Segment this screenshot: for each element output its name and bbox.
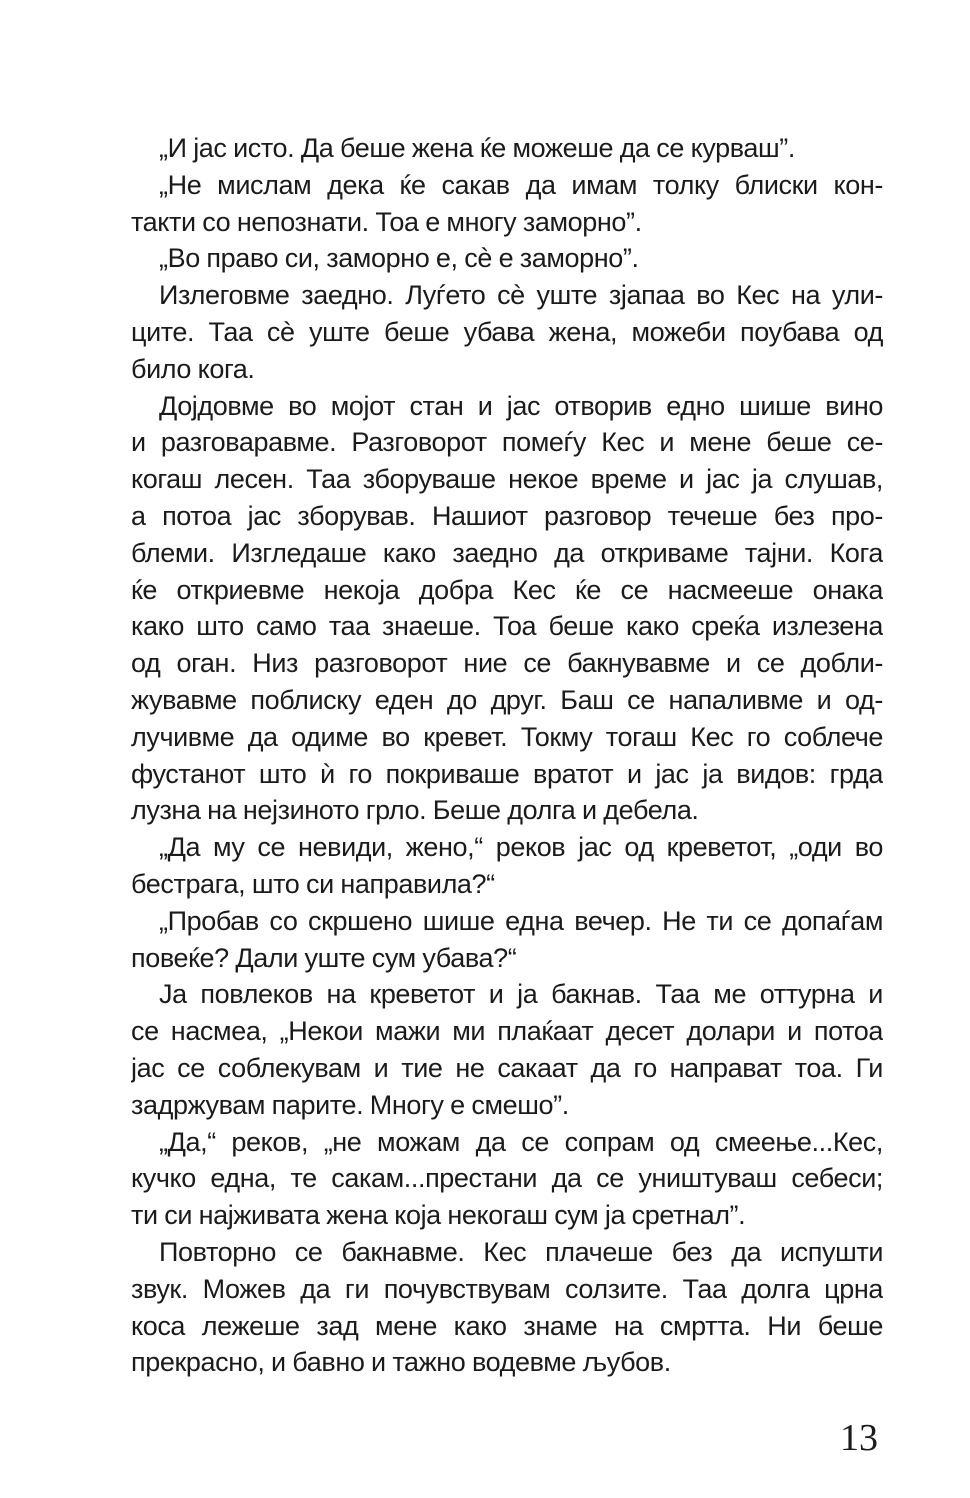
text-line: звук. Можев да ги почувствувам солзите. Таа долга црна [131,1273,883,1304]
text-line: „Да,“ реков, „не можам да се сопрам од смеење...Кес, [159,1126,883,1157]
text-line: од оган. Низ разговорот ние се бакнувавме и се добли- [131,648,883,679]
text-line: Дојдовме во мојот стан и јас отворив едно шише вино [159,390,883,421]
text-line: блеми. Изгледаше како заедно да откриваме тајни. Кога [131,537,883,568]
text-line: лузна на нејзиното грло. Беше долга и дебела. [131,795,699,826]
text-line: Ја повлеков на креветот и ја бакнав. Таа ме оттурна и [159,979,883,1010]
text-line: и разговаравме. Разговорот помеѓу Кес и мене беше се- [131,427,883,458]
text-line: лучивме да одиме во кревет. Токму тогаш Кес го соблече [131,721,883,752]
text-line: било кога. [131,353,255,384]
text-line: такти со непознати. Тоа е многу заморно”. [131,206,642,237]
text-line: жувавме поблиску еден до друг. Баш се напаливме и од- [131,684,883,715]
text-line: Излеговме заедно. Луѓето сè уште зјапаа во Кес на ули- [159,280,883,311]
text-line: кучко една, те сакам...престани да се уништуваш себеси; [131,1163,883,1194]
text-line: когаш лесен. Таа зборуваше некое време и јас ја слушав, [131,464,883,495]
text-line: прекрасно, и бавно и тажно водевме љубов. [131,1347,671,1378]
text-line: бестрага, што си направила?“ [131,868,495,899]
text-line: ците. Таа сè уште беше убава жена, можеби поубава од [131,316,883,347]
text-line: се насмеа, „Некои мажи ми плаќаат десет долари и потоа [131,1016,883,1047]
text-line: „Не мислам дека ќе сакав да имам толку блиски кон- [159,169,883,200]
page-number: 13 [840,1417,878,1459]
text-line: јас се соблекувам и тие не сакаат да го направат тоа. Ги [131,1052,883,1083]
text-line: „Да му се невиди, жено,“ реков јас од креветот, „оди во [159,832,883,863]
text-line: ќе откриевме некоја добра Кес ќе се насмееше онака [131,574,883,605]
text-line: Повторно се бакнавме. Кес плачеше без да испушти [159,1236,883,1267]
text-line: „И јас исто. Да беше жена ќе можеше да се курваш”. [159,133,795,163]
text-line: повеќе? Дали уште сум убава?“ [131,942,517,973]
text-line: „Во право си, заморно е, сè е заморно”. [159,243,639,274]
text-line: ти си најживата жена која некогаш сум ја сретнал”. [131,1200,746,1231]
text-line: а потоа јас зборував. Нашиот разговор течеше без про- [131,500,883,531]
text-line: коса лежеше зад мене како знаме на смртта. Ни беше [131,1310,883,1341]
text-line: задржувам парите. Многу е смешо”. [131,1089,569,1120]
text-block [131,130,883,1381]
text-line: како што само таа знаеше. Тоа беше како среќа излезена [131,611,883,642]
text-line: фустанот што ѝ го покриваше вратот и јас ја видов: грда [131,758,883,789]
text-line: „Пробав со скршено шише една вечер. Не ти се допаѓам [159,905,883,936]
